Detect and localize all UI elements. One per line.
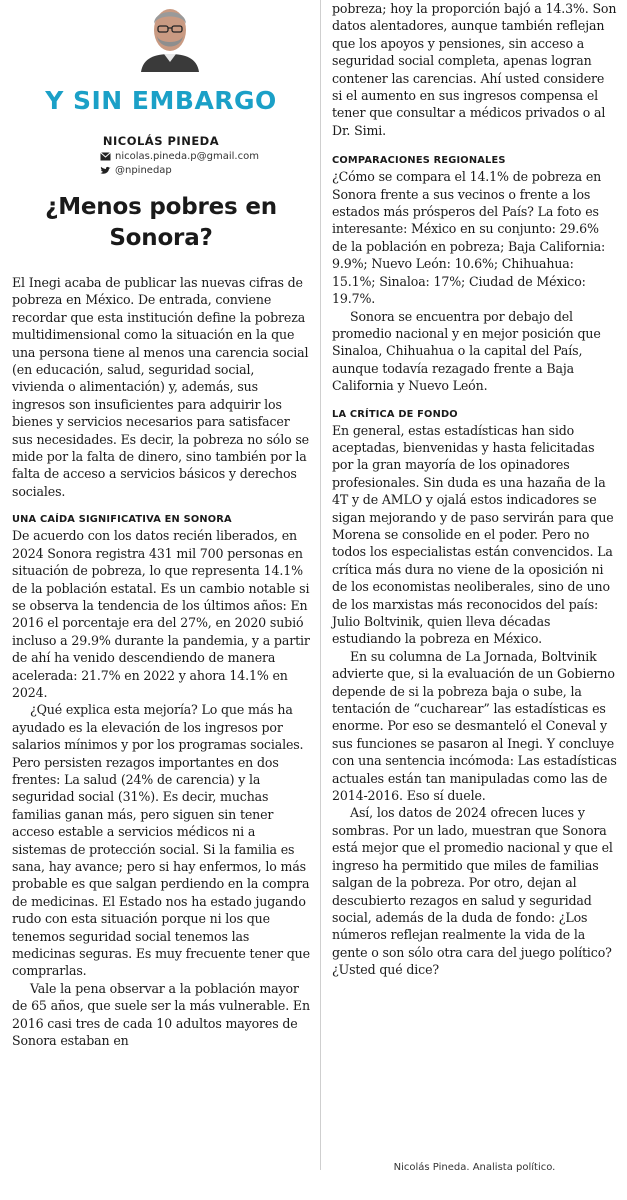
column-divider bbox=[320, 0, 321, 1170]
section-title-critica: LA CRÍTICA DE FONDO bbox=[332, 408, 458, 420]
envelope-icon bbox=[100, 152, 111, 161]
section1-paragraph-3-start: Vale la pena observar a la población mayor de 65 años, que suele ser la más vulnerable. En 2016 casi tres de cada 10 adultos mayores de Sonora estaban en bbox=[12, 980, 310, 1049]
section1-paragraph-3-end: pobreza; hoy la proporción bajó a 14.3%. Son datos alentadores, aunque también reflejan que los apoyos y pensiones, sin acceso a seguridad social completa, apenas logran contener las carencias. Ahí usted considere si el aumento en sus ingresos compensa el tener que consultar a médicos privados o al Dr. Simi. bbox=[332, 1, 617, 138]
twitter-icon bbox=[100, 166, 111, 175]
section3-paragraph-1: En general, estas estadísticas han sido aceptadas, bienvenidas y hasta felicitadas por la gran mayoría de los opinadores profesionales. Sin duda es una hazaña de la 4T y de AMLO y ojalá estos indicadores se sigan mejorando y de paso servirán para que Morena se consolide en el poder. Pero no todos los especialistas están convencidos. La crítica más dura no viene de la oposición ni de los economistas neoliberales, sino de uno de los marxistas más reconocidos del país: Julio Boltvinik, quien lleva décadas estudiando la pobreza en México. bbox=[332, 422, 614, 647]
section2-paragraph-1: ¿Cómo se compara el 14.1% de pobreza en Sonora frente a sus vecinos o frente a los estados más prósperos del País? La foto es interesante: México en su conjunto: 29.6% de la población en pobreza; Baja California: 9.9%; Nuevo León: 10.6%; Chihuahua: 15.1%; Sinaloa: 17%; Ciudad de México: 19.7%. bbox=[332, 169, 606, 307]
section-title-comparaciones: COMPARACIONES REGIONALES bbox=[332, 155, 506, 167]
author-footer: Nicolás Pineda. Analista político. bbox=[393, 1162, 556, 1173]
author-email[interactable] bbox=[100, 151, 259, 162]
section3-paragraph-3: Así, los datos de 2024 ofrecen luces y sombras. Por un lado, muestran que Sonora está mejor que el promedio nacional y que el ingreso ha permitido que miles de familias salgan de la pobreza. Por otro, dejan al descubierto rezagos en salud y seguridad social, además de la duda de fondo: ¿Los números reflejan realmente la vida de la gente o son sólo otra cara del juego político? ¿Usted qué dice? bbox=[332, 805, 613, 978]
twitter-text: @npinedap bbox=[115, 165, 172, 176]
article-headline: ¿Menos pobres en Sonora? bbox=[45, 194, 277, 251]
section2-paragraph-2: Sonora se encuentra por debajo del promedio nacional y en mejor posición que Sinaloa, Chihuahua o la capital del País, aunque todavía rezagado frente a Baja California y Nuevo León. bbox=[332, 308, 601, 394]
intro-paragraph: El Inegi acaba de publicar las nuevas cifras de pobreza en México. De entrada, conviene recordar que esta institución define la pobreza multidimensional como la situación en la que una persona tiene al menos una carencia social (en educación, salud, seguridad social, vivienda o alimentación) y, además, sus ingresos son insuficientes para adquirir los bienes y servicios necesarios para satisfacer sus necesidades. Es decir, la pobreza no sólo se mide por la falta de dinero, sino también por la falta de acceso a servicios básicos y derechos sociales. bbox=[12, 275, 309, 499]
section3-paragraph-2: En su columna de La Jornada, Boltvinik advierte que, si la evaluación de un Gobierno depende de si la pobreza baja o sube, la tentación de “cucharear” las estadísticas es enorme. Por eso se desmanteló el Coneval y sus funciones se pasaron al Inegi. Y concluye con una sentencia incómoda: Las estadísticas actuales están tan manipuladas como las de 2014-2016. Eso sí duele. bbox=[332, 648, 617, 804]
email-text: nicolas.pineda.p@gmail.com bbox=[115, 151, 259, 162]
section1-paragraph-2: ¿Qué explica esta mejoría? Lo que más ha ayudado es la elevación de los ingresos por salarios mínimos y por los programas sociales. Pero persisten rezagos importantes en dos frentes: La salud (24% de carencia) y la seguridad social (31%). Es decir, muchas familias ganan más, pero siguen sin tener acceso estable a servicios médicos ni a sistemas de protección social. Si la familia es sana, hay avance; pero si hay enfermos, lo más probable es que salgan perdiendo en la compra de medicinas. El Estado nos ha estado jugando rudo con esta situación porque ni los que tenemos seguridad social tenemos las medicinas seguras. Es muy frecuente tener que comprarlas. bbox=[12, 702, 310, 979]
author-name: NICOLÁS PINEDA bbox=[102, 134, 220, 148]
section1-paragraph-1: De acuerdo con los datos recién liberados, en 2024 Sonora registra 431 mil 700 personas en situación de pobreza, lo que representa 14.1% de la población estatal. Es un cambio notable si se observa la tendencia de los últimos años: En 2016 el porcentaje era del 27%, en 2020 subió incluso a 29.9% durante la pandemia, y a partir de ahí ha venido descendiendo de manera acelerada: 21.7% en 2022 y ahora 14.1% en 2024. bbox=[12, 528, 310, 700]
right-column bbox=[332, 0, 617, 979]
column-name: Y SIN EMBARGO bbox=[45, 86, 277, 115]
author-twitter[interactable] bbox=[100, 165, 172, 176]
column-header bbox=[12, 0, 310, 190]
left-column bbox=[12, 0, 310, 1049]
author-avatar bbox=[137, 0, 203, 72]
section-title-caida: UNA CAÍDA SIGNIFICATIVA EN SONORA bbox=[12, 514, 232, 526]
